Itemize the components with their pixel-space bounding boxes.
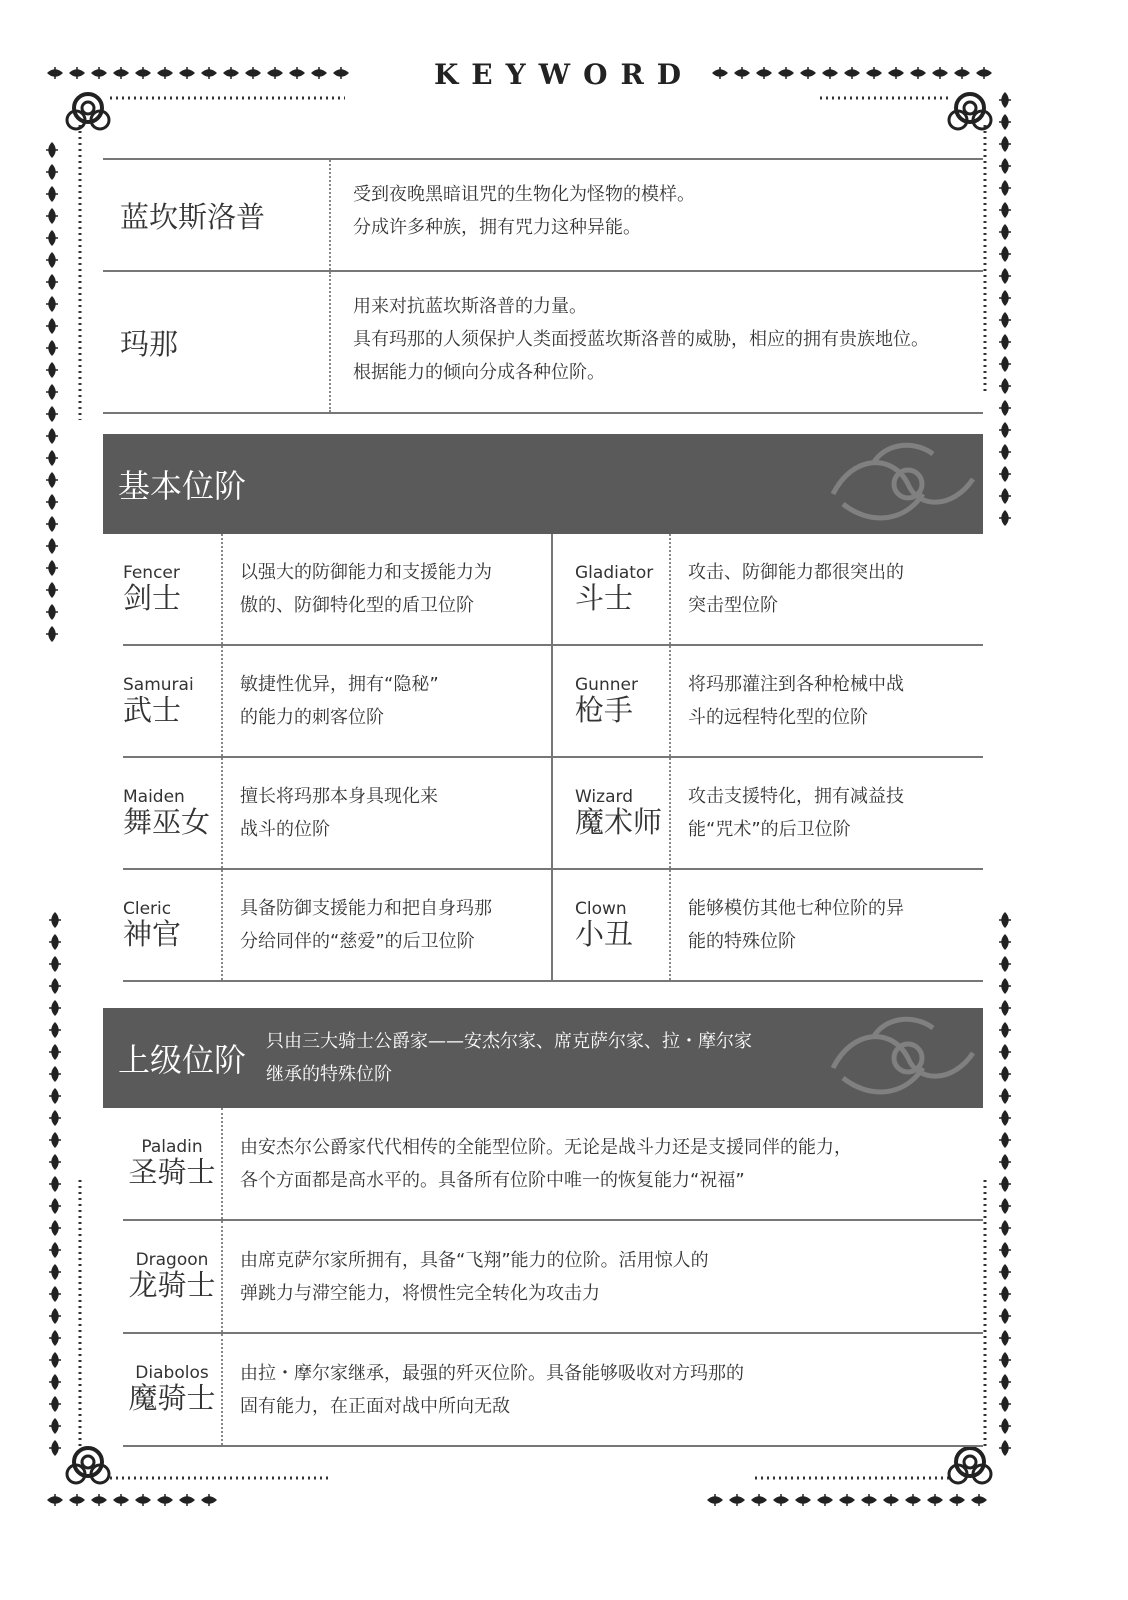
leaf-ornament-icon bbox=[861, 1494, 877, 1506]
leaf-ornament-icon bbox=[49, 1132, 61, 1148]
leaf-ornament-icon bbox=[999, 934, 1011, 950]
class-name bbox=[123, 870, 223, 980]
class-cell bbox=[553, 534, 983, 646]
leaf-ornament-icon bbox=[999, 378, 1011, 394]
class-name-zh: 神官 bbox=[123, 916, 182, 951]
class-description bbox=[671, 870, 983, 980]
class-name bbox=[553, 758, 671, 868]
leaf-ornament-icon bbox=[49, 1110, 61, 1126]
leaf-ornament-icon bbox=[999, 1132, 1011, 1148]
class-description bbox=[223, 870, 551, 980]
leaf-ornament-icon bbox=[999, 136, 1011, 152]
class-description bbox=[223, 646, 551, 756]
leaf-ornament-icon bbox=[999, 1374, 1011, 1390]
class-name bbox=[123, 534, 223, 644]
class-description bbox=[223, 1108, 983, 1219]
leaf-ornament-icon bbox=[707, 1494, 723, 1506]
leaf-ornament-icon bbox=[999, 444, 1011, 460]
leaf-ornament-icon bbox=[999, 1396, 1011, 1412]
leaf-ornament-icon bbox=[999, 488, 1011, 504]
class-name-zh: 龙骑士 bbox=[128, 1268, 216, 1302]
leaf-ornament-icon bbox=[999, 510, 1011, 526]
leaf-ornament-icon bbox=[999, 268, 1011, 284]
leaf-ornament-icon bbox=[49, 1044, 61, 1060]
leaf-ornament-icon bbox=[49, 1242, 61, 1258]
leaf-ornament-icon bbox=[999, 224, 1011, 240]
class-description bbox=[671, 646, 983, 756]
class-name bbox=[553, 646, 671, 756]
leaf-ornament-icon bbox=[999, 114, 1011, 130]
leaf-ornament-icon bbox=[46, 252, 58, 268]
keyword-row bbox=[103, 272, 983, 414]
leaf-ornament-icon bbox=[999, 202, 1011, 218]
leaf-ornament-icon bbox=[49, 1352, 61, 1368]
flourish-icon bbox=[813, 434, 983, 534]
description-line: 攻击、防御能力都很突出的 bbox=[688, 562, 904, 583]
description-line: 分成许多种族，拥有咒力这种异能。 bbox=[353, 217, 641, 238]
class-name-en: Fencer bbox=[123, 562, 180, 583]
leaf-ornament-icon bbox=[46, 142, 58, 158]
leaf-ornament-icon bbox=[49, 934, 61, 950]
keyword-description bbox=[331, 160, 983, 270]
class-name-en: Samurai bbox=[123, 674, 194, 695]
leaf-ornament-icon bbox=[999, 312, 1011, 328]
class-name-en: Maiden bbox=[123, 786, 185, 807]
leaf-ornament-icon bbox=[795, 1494, 811, 1506]
leaf-ornament-icon bbox=[49, 1440, 61, 1456]
class-name-zh: 斗士 bbox=[575, 580, 634, 615]
leaf-ornament-icon bbox=[46, 208, 58, 224]
leaf-ornament-icon bbox=[999, 92, 1011, 108]
class-name-zh: 魔术师 bbox=[575, 804, 663, 839]
leaf-ornament-icon bbox=[157, 1494, 173, 1506]
leaf-ornament-icon bbox=[999, 956, 1011, 972]
advanced-section-header bbox=[103, 1008, 983, 1108]
class-cell bbox=[123, 534, 553, 646]
leaf-ornament-icon bbox=[999, 1022, 1011, 1038]
keyword-term: 蓝坎斯洛普 bbox=[103, 160, 331, 270]
leaf-ornament-icon bbox=[49, 1198, 61, 1214]
leaf-ornament-icon bbox=[999, 180, 1011, 196]
leaf-ornament-icon bbox=[905, 1494, 921, 1506]
class-cell bbox=[553, 758, 983, 870]
leaf-ornament-icon bbox=[46, 626, 58, 642]
class-name-zh: 魔骑士 bbox=[128, 1381, 216, 1415]
section-title: 基本位阶 bbox=[118, 467, 247, 505]
leaf-ornament-icon bbox=[46, 274, 58, 290]
class-name bbox=[123, 646, 223, 756]
description-line: 以强大的防御能力和支援能力为 bbox=[240, 562, 492, 583]
leaf-ornament-icon bbox=[46, 560, 58, 576]
leaf-ornament-icon bbox=[999, 1286, 1011, 1302]
leaf-ornament-icon bbox=[47, 1494, 63, 1506]
class-name bbox=[123, 1108, 223, 1219]
leaf-ornament-icon bbox=[751, 1494, 767, 1506]
basic-section-header bbox=[103, 434, 983, 534]
leaf-ornament-icon bbox=[49, 1286, 61, 1302]
class-name-zh: 枪手 bbox=[575, 692, 634, 727]
leaf-ornament-icon bbox=[999, 1264, 1011, 1280]
description-line: 斗的远程特化型的位阶 bbox=[688, 707, 868, 728]
description-line: 战斗的位阶 bbox=[240, 819, 330, 840]
leaf-ornament-icon bbox=[49, 1000, 61, 1016]
class-description bbox=[223, 1334, 983, 1445]
class-name-en: Dragoon bbox=[135, 1250, 209, 1270]
class-cell bbox=[123, 646, 553, 758]
leaf-ornament-icon bbox=[46, 582, 58, 598]
class-cell bbox=[553, 870, 983, 982]
leaf-ornament-icon bbox=[46, 318, 58, 334]
leaf-ornament-icon bbox=[46, 428, 58, 444]
description-line: 具有玛那的人须保护人类面授蓝坎斯洛普的威胁，相应的拥有贵族地位。 bbox=[353, 329, 929, 350]
leaf-ornament-icon bbox=[949, 1494, 965, 1506]
leaf-ornament-icon bbox=[927, 1494, 943, 1506]
leaf-ornament-icon bbox=[999, 290, 1011, 306]
class-name-zh: 小丑 bbox=[575, 916, 634, 951]
class-name-en: Wizard bbox=[575, 786, 633, 807]
leaf-ornament-icon bbox=[49, 956, 61, 972]
leaf-ornament-icon bbox=[49, 1022, 61, 1038]
class-cell bbox=[553, 646, 983, 758]
class-cell bbox=[123, 758, 553, 870]
description-line: 能够模仿其他七种位阶的异 bbox=[688, 898, 904, 919]
class-name bbox=[123, 1334, 223, 1445]
description-line: 攻击支援特化，拥有减益技 bbox=[688, 786, 904, 807]
page-title: KEYWORD bbox=[433, 58, 695, 91]
keyword-term: 玛那 bbox=[103, 272, 331, 412]
description-line: 的能力的刺客位阶 bbox=[240, 707, 384, 728]
leaf-ornament-icon bbox=[999, 1176, 1011, 1192]
description-line: 分给同伴的“慈爱”的后卫位阶 bbox=[240, 931, 475, 952]
leaf-ornament-icon bbox=[46, 516, 58, 532]
class-name-en: Gunner bbox=[575, 674, 638, 695]
leaf-ornament-icon bbox=[999, 1242, 1011, 1258]
leaf-ornament-icon bbox=[49, 1418, 61, 1434]
class-description bbox=[223, 758, 551, 868]
leaf-ornament-icon bbox=[999, 1440, 1011, 1456]
description-line: 由安杰尔公爵家代代相传的全能型位阶。无论是战斗力还是支援同伴的能力， bbox=[240, 1136, 852, 1158]
leaf-ornament-icon bbox=[999, 978, 1011, 994]
leaf-ornament-icon bbox=[999, 356, 1011, 372]
description-line: 傲的、防御特化型的盾卫位阶 bbox=[240, 595, 474, 616]
leaf-ornament-icon bbox=[773, 1494, 789, 1506]
leaf-ornament-icon bbox=[999, 1308, 1011, 1324]
leaf-ornament-icon bbox=[999, 158, 1011, 174]
leaf-ornament-icon bbox=[46, 406, 58, 422]
description-line: 受到夜晚黑暗诅咒的生物化为怪物的模样。 bbox=[353, 184, 695, 205]
basic-classes-grid bbox=[123, 534, 983, 982]
class-name-en: Clown bbox=[575, 898, 627, 919]
leaf-ornament-icon bbox=[46, 494, 58, 510]
leaf-ornament-icon bbox=[69, 1494, 85, 1506]
class-name bbox=[553, 534, 671, 644]
class-description bbox=[671, 534, 983, 644]
leaf-ornament-icon bbox=[46, 384, 58, 400]
flourish-icon bbox=[813, 1008, 983, 1108]
leaf-ornament-icon bbox=[999, 334, 1011, 350]
keyword-row bbox=[103, 158, 983, 272]
section-title: 上级位阶 bbox=[118, 1041, 247, 1079]
leaf-ornament-icon bbox=[46, 604, 58, 620]
class-name bbox=[123, 758, 223, 868]
leaf-ornament-icon bbox=[883, 1494, 899, 1506]
leaf-ornament-icon bbox=[179, 1494, 195, 1506]
class-name-zh: 舞巫女 bbox=[123, 804, 211, 839]
leaf-ornament-icon bbox=[49, 1066, 61, 1082]
class-name-en: Gladiator bbox=[575, 562, 654, 583]
keyword-description bbox=[331, 272, 983, 412]
subtitle-line: 继承的特殊位阶 bbox=[266, 1064, 393, 1085]
leaf-ornament-icon bbox=[971, 1494, 987, 1506]
class-name-zh: 武士 bbox=[123, 692, 182, 727]
advanced-class-row bbox=[123, 1221, 983, 1334]
leaf-ornament-icon bbox=[729, 1494, 745, 1506]
leaf-ornament-icon bbox=[999, 1066, 1011, 1082]
leaf-ornament-icon bbox=[135, 1494, 151, 1506]
leaf-ornament-icon bbox=[46, 362, 58, 378]
leaf-ornament-icon bbox=[46, 230, 58, 246]
description-line: 各个方面都是高水平的。具备所有位阶中唯一的恢复能力“祝福” bbox=[240, 1169, 745, 1191]
leaf-ornament-icon bbox=[49, 1264, 61, 1280]
leaf-ornament-icon bbox=[999, 1330, 1011, 1346]
leaf-ornament-icon bbox=[46, 450, 58, 466]
subtitle-line: 只由三大骑士公爵家——安杰尔家、席克萨尔家、拉・摩尔家 bbox=[266, 1031, 753, 1052]
leaf-ornament-icon bbox=[49, 1396, 61, 1412]
leaf-ornament-icon bbox=[999, 1044, 1011, 1060]
leaf-ornament-icon bbox=[46, 296, 58, 312]
class-description bbox=[223, 534, 551, 644]
leaf-ornament-icon bbox=[46, 472, 58, 488]
leaf-ornament-icon bbox=[817, 1494, 833, 1506]
description-line: 根据能力的倾向分成各种位阶。 bbox=[353, 362, 605, 383]
advanced-class-row bbox=[123, 1334, 983, 1447]
leaf-ornament-icon bbox=[113, 1494, 129, 1506]
leaf-ornament-icon bbox=[49, 1330, 61, 1346]
leaf-ornament-icon bbox=[999, 912, 1011, 928]
leaf-ornament-icon bbox=[839, 1494, 855, 1506]
leaf-ornament-icon bbox=[999, 422, 1011, 438]
leaf-ornament-icon bbox=[999, 1088, 1011, 1104]
description-line: 固有能力，在正面对战中所向无敌 bbox=[240, 1395, 510, 1417]
description-line: 敏捷性优异，拥有“隐秘” bbox=[240, 674, 439, 695]
description-line: 能的特殊位阶 bbox=[688, 931, 796, 952]
leaf-ornament-icon bbox=[201, 1494, 217, 1506]
leaf-ornament-icon bbox=[999, 1418, 1011, 1434]
leaf-ornament-icon bbox=[999, 1000, 1011, 1016]
class-name-en: Paladin bbox=[141, 1137, 203, 1157]
leaf-ornament-icon bbox=[49, 978, 61, 994]
class-name bbox=[123, 1221, 223, 1332]
description-line: 具备防御支援能力和把自身玛那 bbox=[240, 898, 492, 919]
leaf-ornament-icon bbox=[999, 1198, 1011, 1214]
leaf-ornament-icon bbox=[999, 1220, 1011, 1236]
leaf-ornament-icon bbox=[49, 1374, 61, 1390]
leaf-ornament-icon bbox=[999, 466, 1011, 482]
class-name-zh: 圣骑士 bbox=[128, 1155, 216, 1189]
class-name-zh: 剑士 bbox=[123, 580, 182, 615]
leaf-ornament-icon bbox=[46, 186, 58, 202]
leaf-ornament-icon bbox=[46, 164, 58, 180]
leaf-ornament-icon bbox=[999, 246, 1011, 262]
class-description bbox=[671, 758, 983, 868]
class-description bbox=[223, 1221, 983, 1332]
description-line: 由拉・摩尔家继承，最强的歼灭位阶。具备能够吸收对方玛那的 bbox=[240, 1362, 744, 1384]
leaf-ornament-icon bbox=[999, 1352, 1011, 1368]
leaf-ornament-icon bbox=[49, 1220, 61, 1236]
class-name bbox=[553, 870, 671, 980]
leaf-ornament-icon bbox=[49, 1088, 61, 1104]
leaf-ornament-icon bbox=[999, 1110, 1011, 1126]
description-line: 突击型位阶 bbox=[688, 595, 778, 616]
advanced-class-row bbox=[123, 1108, 983, 1221]
leaf-ornament-icon bbox=[91, 1494, 107, 1506]
leaf-ornament-icon bbox=[999, 400, 1011, 416]
description-line: 由席克萨尔家所拥有，具备“飞翔”能力的位阶。活用惊人的 bbox=[240, 1249, 709, 1271]
description-line: 用来对抗蓝坎斯洛普的力量。 bbox=[353, 296, 587, 317]
leaf-ornament-icon bbox=[49, 1176, 61, 1192]
description-line: 能“咒术”的后卫位阶 bbox=[688, 819, 851, 840]
description-line: 擅长将玛那本身具现化来 bbox=[240, 786, 438, 807]
leaf-ornament-icon bbox=[46, 538, 58, 554]
class-cell bbox=[123, 870, 553, 982]
class-name-en: Diabolos bbox=[135, 1363, 209, 1383]
leaf-ornament-icon bbox=[49, 912, 61, 928]
leaf-ornament-icon bbox=[49, 1308, 61, 1324]
section-subtitle bbox=[266, 1025, 752, 1091]
description-line: 弹跳力与滞空能力，将惯性完全转化为攻击力 bbox=[240, 1282, 600, 1304]
content bbox=[103, 158, 983, 1447]
description-line: 将玛那灌注到各种枪械中战 bbox=[688, 674, 904, 695]
leaf-ornament-icon bbox=[46, 340, 58, 356]
leaf-ornament-icon bbox=[49, 1154, 61, 1170]
class-name-en: Cleric bbox=[123, 898, 172, 919]
leaf-ornament-icon bbox=[999, 1154, 1011, 1170]
